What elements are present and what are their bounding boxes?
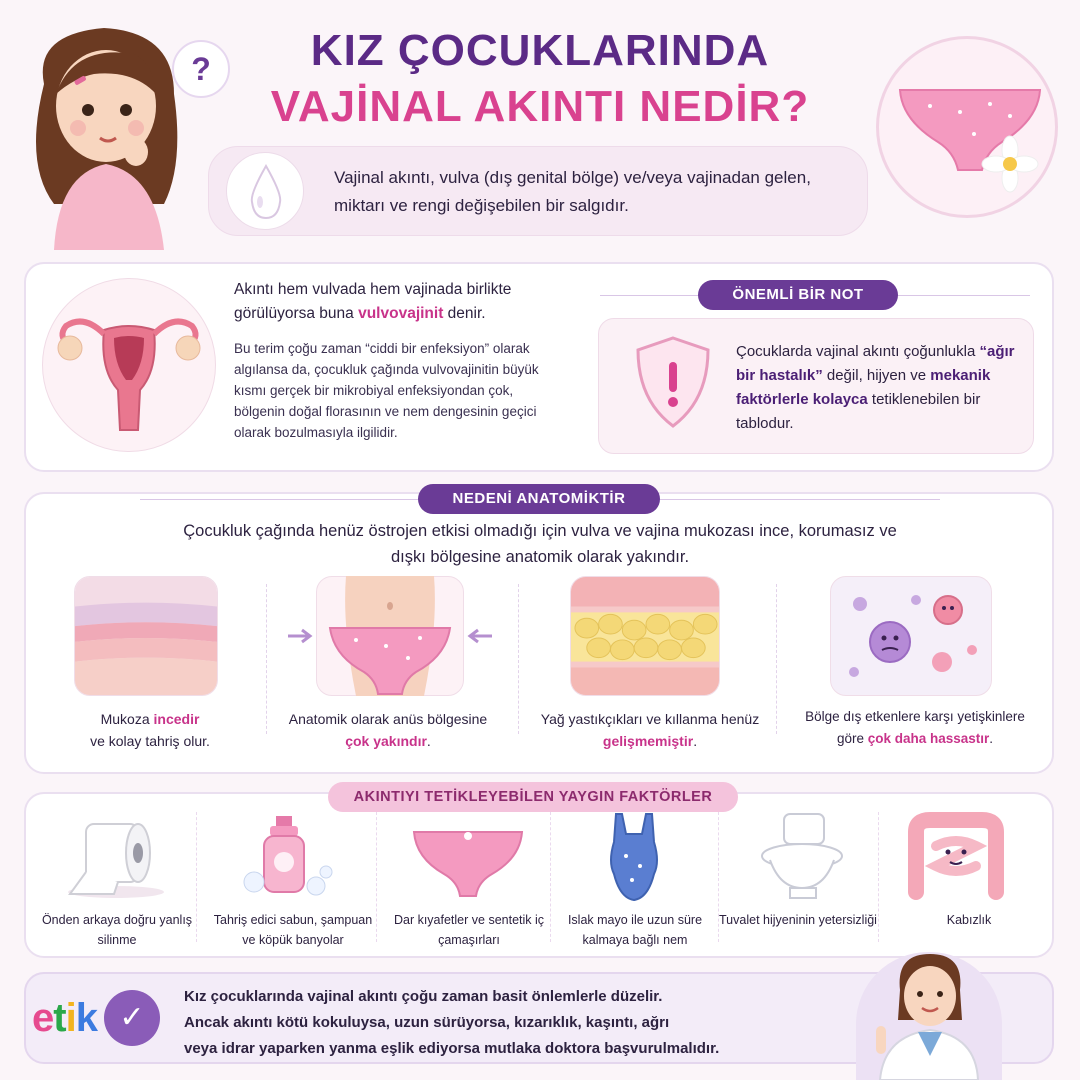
factor-caption-2: Tahriş edici sabun, şampuan ve köpük banyolar bbox=[213, 913, 373, 947]
definition-text: Vajinal akıntı, vulva (dış genital bölge) ve/veya vajinadan gelen, miktarı ve rengi değişebilen bir salgıdır. bbox=[334, 168, 811, 215]
vulvovajinit-text-after: denir. bbox=[443, 305, 486, 322]
anatomy-caption-1 bbox=[60, 708, 240, 752]
water-drop-icon bbox=[248, 164, 284, 220]
vulvovajinit-definition bbox=[234, 278, 574, 326]
swimsuit-icon bbox=[574, 812, 694, 902]
underwear-icon bbox=[408, 812, 528, 902]
factor-caption-3: Dar kıyafetler ve sentetik iç çamaşırları bbox=[393, 913, 545, 947]
cap1-post: ve kolay tahriş olur. bbox=[90, 733, 210, 749]
anatomy-caption-3 bbox=[540, 708, 760, 752]
soap-bottle-icon bbox=[232, 812, 352, 902]
factor-caption-4: Islak mayo ile uzun süre kalmaya bağlı nem bbox=[567, 913, 703, 947]
cap4-pre: Bölge dış etkenlere karşı yetişkinlere göre bbox=[805, 709, 1025, 746]
doctor-illustration bbox=[866, 950, 992, 1080]
factors-label: AKINTIYI TETİKLEYEBİLEN YAYGIN FAKTÖRLER bbox=[328, 782, 738, 812]
body-underwear-illustration bbox=[316, 576, 464, 696]
cap1-strong: incedir bbox=[153, 711, 200, 727]
uterus-icon bbox=[54, 300, 204, 440]
anatomy-caption-2 bbox=[278, 708, 498, 752]
fat-pad-illustration bbox=[570, 576, 720, 696]
column-separator bbox=[518, 584, 519, 734]
cap3-post: . bbox=[693, 733, 698, 749]
note-text-d: mekanik faktörlerle kolayca bbox=[736, 367, 991, 408]
title-line-1: KIZ ÇOCUKLARINDA bbox=[310, 26, 770, 75]
pink-underwear-icon bbox=[890, 60, 1050, 200]
column-separator bbox=[776, 584, 777, 734]
cap2-strong: çok yakındır bbox=[345, 733, 427, 749]
check-icon: ✓ bbox=[104, 990, 160, 1046]
etik-logo: etik bbox=[32, 996, 97, 1040]
factor-caption-6: Kabızlık bbox=[946, 913, 992, 927]
thinking-girl-illustration bbox=[14, 14, 204, 250]
title-line-2: VAJİNAL AKINTI NEDİR? bbox=[270, 82, 810, 131]
anatomy-caption-4 bbox=[800, 706, 1030, 750]
arrow-right-icon bbox=[288, 628, 314, 644]
footer-line-2: Ancak akıntı kötü kokuluysa, uzun sürüyorsa, kızarıklık, kaşıntı, ağrı bbox=[184, 1014, 670, 1031]
toilet-icon bbox=[744, 812, 864, 902]
thin-mucosa-illustration bbox=[74, 576, 218, 696]
arrow-left-icon bbox=[466, 628, 492, 644]
cap2-post: . bbox=[426, 733, 431, 749]
germs-illustration bbox=[830, 576, 992, 696]
note-text-a: Çocuklarda vajinal akıntı çoğunlukla bbox=[736, 343, 980, 360]
toilet-paper-icon bbox=[56, 812, 176, 902]
column-separator bbox=[266, 584, 267, 734]
important-note-label: ÖNEMLİ BİR NOT bbox=[698, 280, 898, 310]
note-text-c: değil, hijyen ve bbox=[822, 367, 931, 384]
vulvovajinit-explanation: Bu terim çoğu zaman “ciddi bir enfeksiyon” olarak algılansa da, çocukluk çağında vulvovajinitin büyük kısmı gerçek bir mikrobiyal enfeksiyondan çok, bölgenin doğal florasının ve nem dengesinin geçici olarak bozulmasıyla ilgilidir. bbox=[234, 341, 539, 440]
shield-warning-icon bbox=[632, 334, 714, 430]
cap2-pre: Anatomik olarak anüs bölgesine bbox=[288, 711, 488, 727]
factor-caption-5: Tuvalet hijyeninin yetersizliği bbox=[719, 913, 877, 927]
vulvovajinit-text-before: Akıntı hem vulvada hem vajinada birlikte görülüyorsa buna bbox=[234, 281, 512, 322]
cap4-strong: çok daha hassastır bbox=[867, 731, 990, 746]
note-text-b: “ağır bir hastalık” bbox=[736, 343, 1015, 384]
cap1-pre: Mukoza bbox=[100, 711, 154, 727]
question-bubble-icon: ? bbox=[172, 40, 230, 98]
anatomy-intro: Çocukluk çağında henüz östrojen etkisi olmadığı için vulva ve vajina mukozası ince, korumasız ve dışkı bölgesine anatomik olarak yakındır. bbox=[183, 522, 897, 566]
intestine-icon bbox=[896, 812, 1016, 902]
cap3-strong: gelişmemiştir bbox=[602, 733, 694, 749]
note-text-e: tetiklenebilen bir tablodur. bbox=[736, 391, 981, 432]
important-note-text bbox=[736, 340, 1026, 436]
footer-advice bbox=[184, 984, 824, 1062]
vulvovajinit-term: vulvovajinit bbox=[358, 305, 444, 322]
anatomy-label: NEDENİ ANATOMİKTİR bbox=[418, 484, 660, 514]
cap3-pre: Yağ yastıkçıkları ve kıllanma henüz bbox=[540, 711, 760, 727]
footer-line-3: veya idrar yaparken yanma eşlik ediyorsa mutlaka doktora başvurulmalıdır. bbox=[184, 1040, 720, 1057]
footer-line-1: Kız çocuklarında vajinal akıntı çoğu zaman basit önlemlerle düzelir. bbox=[184, 988, 663, 1005]
column-separator bbox=[878, 812, 879, 942]
cap4-post: . bbox=[989, 731, 994, 746]
factor-caption-1: Önden arkaya doğru yanlış silinme bbox=[41, 913, 193, 947]
